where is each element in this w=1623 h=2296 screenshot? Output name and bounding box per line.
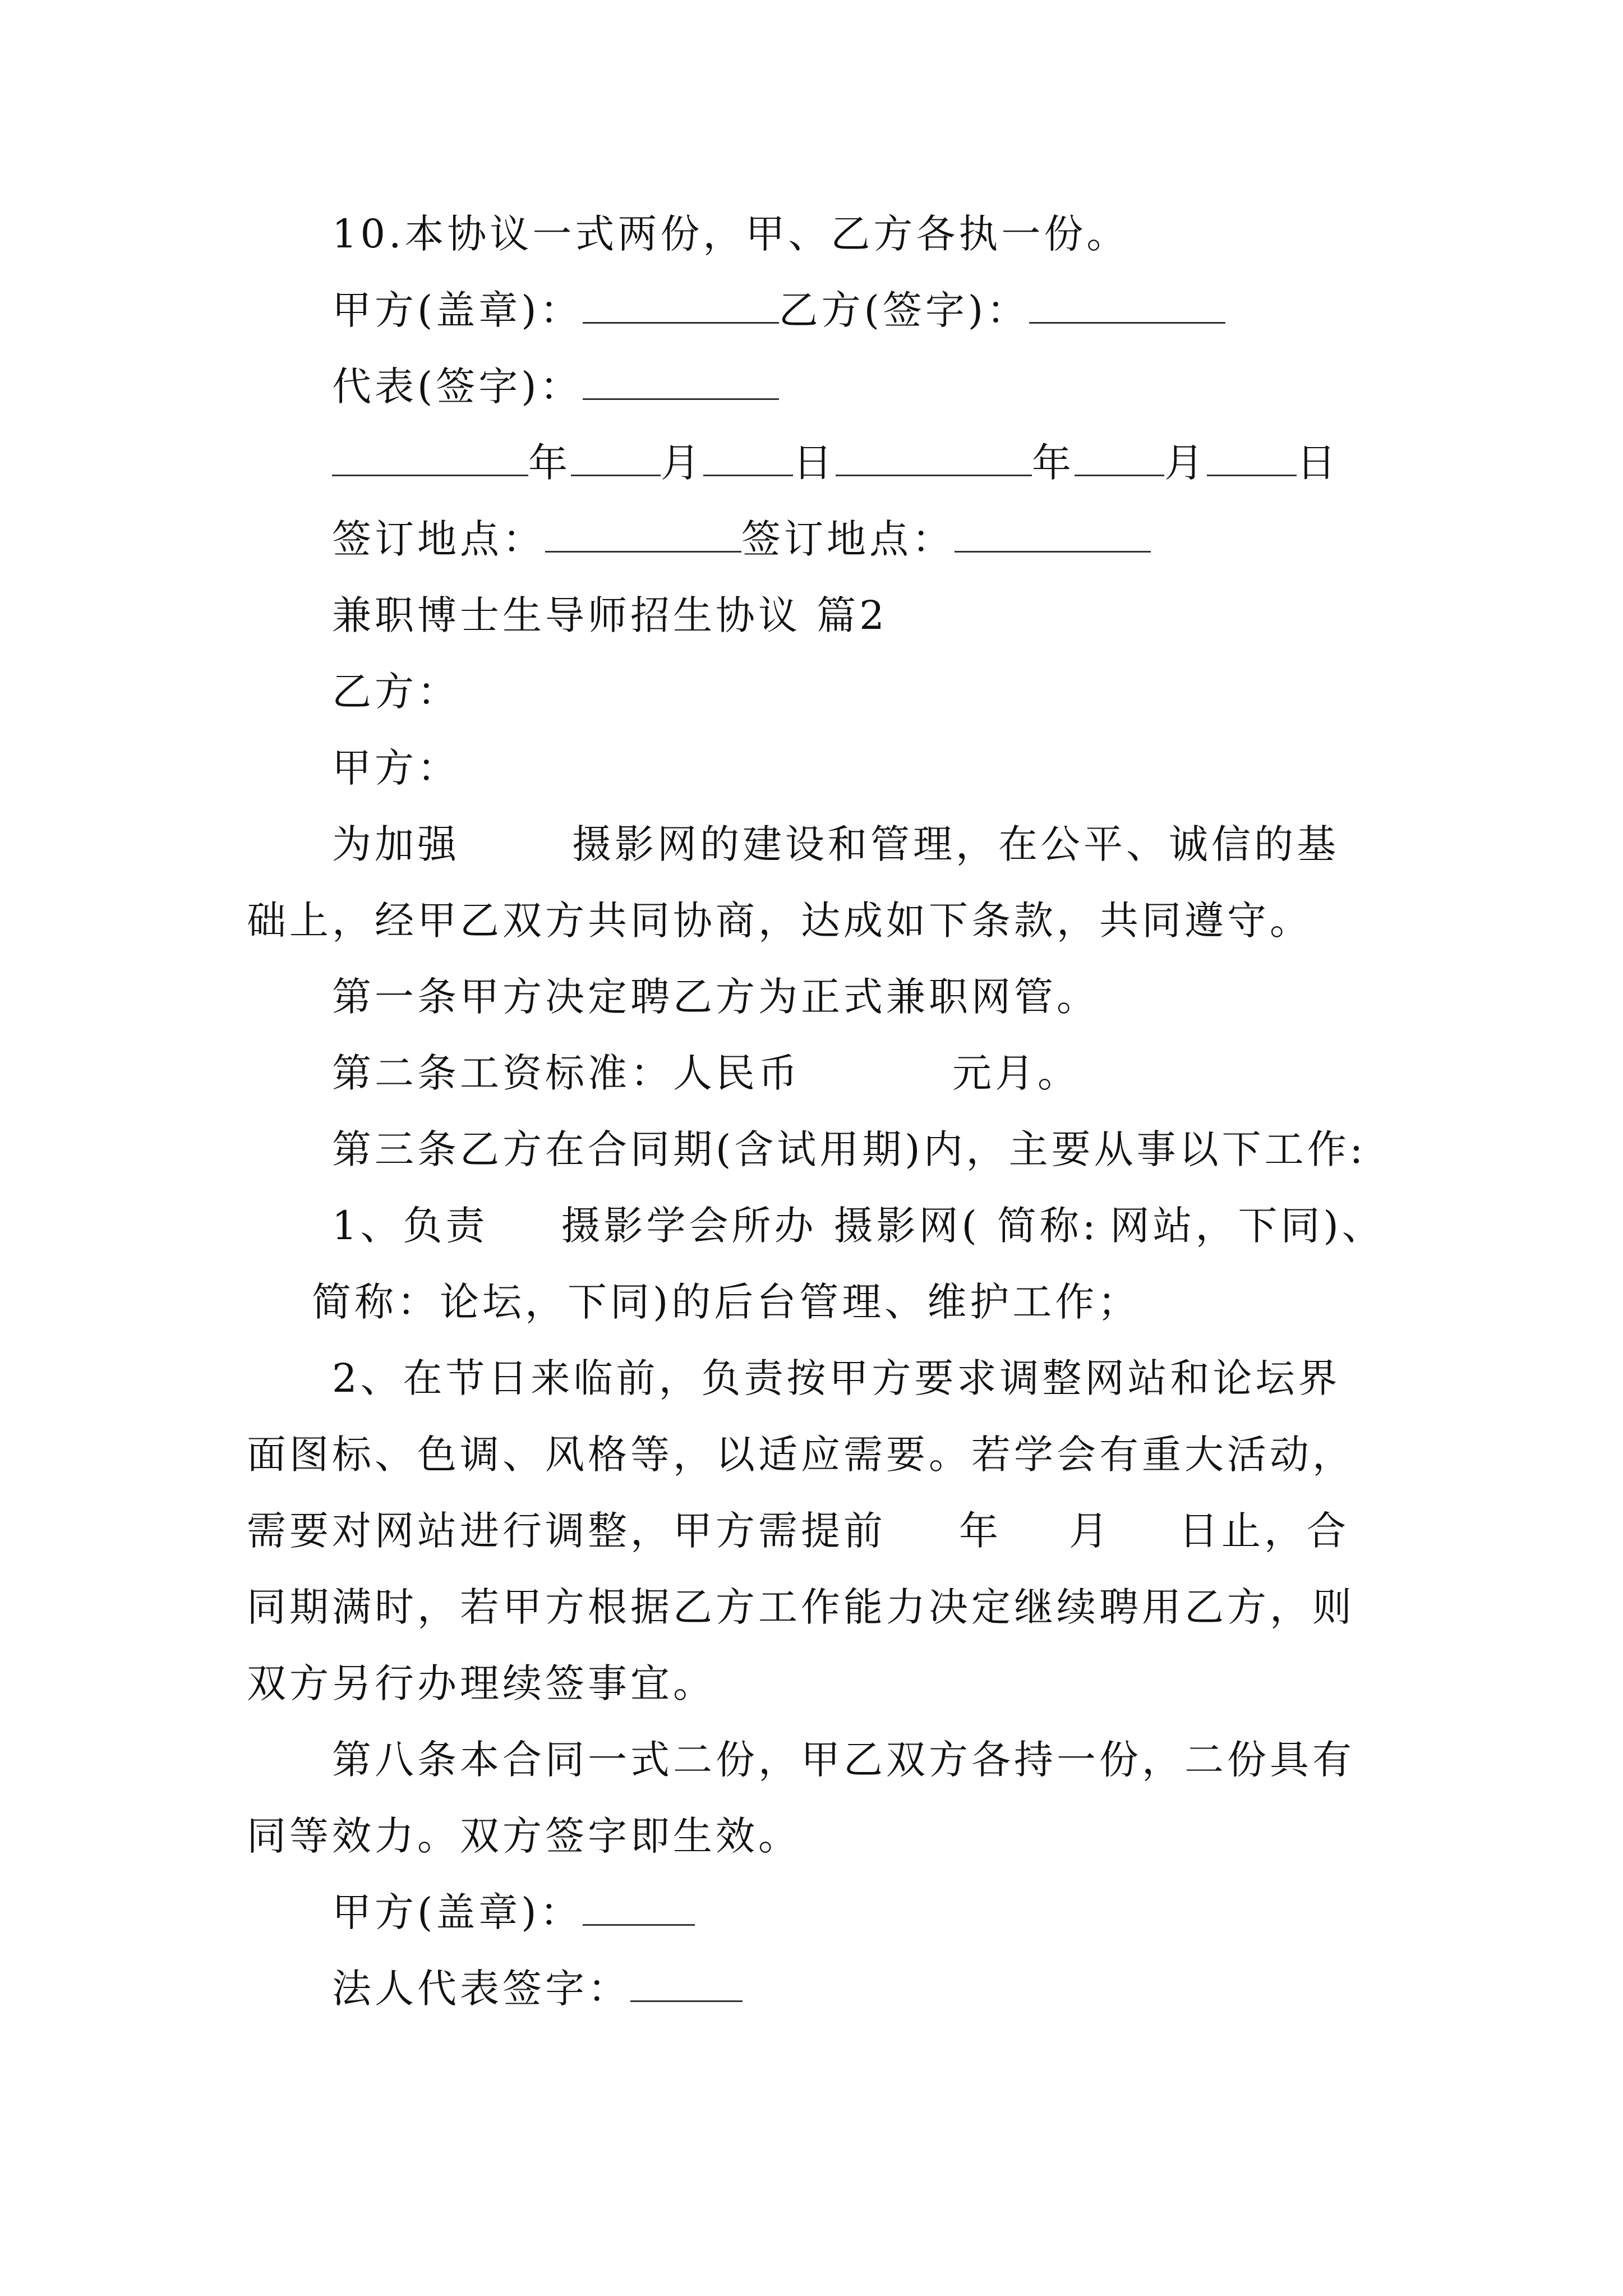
date-b-month-blank bbox=[1075, 440, 1164, 476]
legal-rep-label: 法人代表签字： bbox=[332, 1966, 630, 2012]
article-8-line-1 bbox=[332, 1734, 1355, 1785]
party-a-seal-label: 甲方(盖章)： bbox=[332, 287, 583, 333]
duty-1-b: 摄影学会所办 bbox=[561, 1203, 817, 1249]
party-a-seal-label-2: 甲方(盖章)： bbox=[332, 1889, 583, 1935]
article-1 bbox=[332, 972, 1099, 1022]
party-b-sign-blank bbox=[1029, 287, 1225, 324]
duty-2-line-1-text: 2、在节日来临前，负责按甲方要求调整网站和论坛界 bbox=[332, 1355, 1341, 1401]
article-8-line-2 bbox=[247, 1811, 801, 1861]
date-b-year-label: 年 bbox=[1032, 440, 1075, 486]
representative-row bbox=[332, 361, 779, 412]
duty-2-line-1 bbox=[332, 1353, 1341, 1404]
date-row bbox=[332, 438, 1339, 488]
duty-1-line-1 bbox=[332, 1200, 1385, 1251]
duty-2-line-5 bbox=[247, 1658, 716, 1709]
date-a-day-label: 日 bbox=[793, 440, 836, 486]
signing-place-b-blank bbox=[955, 516, 1151, 553]
article-2 bbox=[332, 1048, 1080, 1098]
representative-label: 代表(签字)： bbox=[332, 364, 583, 409]
section-title-text: 兼职博士生导师招生协议 篇2 bbox=[332, 592, 888, 638]
date-a-day-blank bbox=[703, 440, 793, 476]
date-b-year-blank bbox=[836, 440, 1032, 476]
preamble-line-2 bbox=[247, 895, 1312, 946]
party-a-seal-blank-2 bbox=[583, 1889, 695, 1926]
duty-2-line-3-a: 需要对网站进行调整，甲方需提前 bbox=[247, 1508, 886, 1554]
article-3 bbox=[332, 1124, 1366, 1175]
preamble-line-1 bbox=[332, 819, 1339, 869]
signing-place-row bbox=[332, 514, 1151, 564]
duty-1-line-2 bbox=[312, 1277, 1140, 1327]
duty-1-e: 网站，下同)、 bbox=[1110, 1203, 1385, 1249]
signing-place-a-label: 签订地点： bbox=[332, 516, 545, 562]
preamble-line-2-text: 础上，经甲乙双方共同协商，达成如下条款，共同遵守。 bbox=[247, 898, 1312, 944]
duty-1-d: 简称: bbox=[997, 1203, 1099, 1249]
preamble-start: 为加强 bbox=[332, 821, 460, 867]
representative-blank bbox=[583, 364, 779, 400]
party-a-seal-row bbox=[332, 1887, 695, 1938]
date-a-year-label: 年 bbox=[528, 440, 571, 486]
duty-2-line-3-month: 月 bbox=[1069, 1508, 1112, 1554]
article-1-text: 第一条甲方决定聘乙方为正式兼职网管。 bbox=[332, 974, 1099, 1020]
article-3-text: 第三条乙方在合同期(含试用期)内，主要从事以下工作: bbox=[332, 1126, 1367, 1172]
party-b-heading-text: 乙方： bbox=[332, 669, 460, 715]
legal-rep-row bbox=[332, 1963, 743, 2014]
duty-1-line-2-text: 简称：论坛，下同)的后台管理、维护工作； bbox=[312, 1279, 1141, 1325]
article-8-line-2-text: 同等效力。双方签字即生效。 bbox=[247, 1813, 801, 1859]
date-a-month-label: 月 bbox=[661, 440, 703, 486]
party-a-seal-blank bbox=[583, 287, 779, 324]
duty-2-line-2-text: 面图标、色调、风格等，以适应需要。若学会有重大活动， bbox=[247, 1432, 1355, 1478]
duty-2-line-3-year: 年 bbox=[959, 1508, 1002, 1554]
date-a-month-blank bbox=[571, 440, 661, 476]
signing-place-a-blank bbox=[545, 516, 741, 553]
preamble-rest: 摄影网的建设和管理，在公平、诚信的基 bbox=[572, 821, 1339, 867]
legal-rep-blank bbox=[630, 1966, 743, 2002]
party-a-heading-text: 甲方： bbox=[332, 745, 460, 791]
date-b-day-blank bbox=[1207, 440, 1297, 476]
date-b-month-label: 月 bbox=[1164, 440, 1207, 486]
duty-1-c: 摄影网( bbox=[833, 1203, 980, 1249]
duty-2-line-5-text: 双方另行办理续签事宜。 bbox=[247, 1660, 716, 1706]
article-8-line-1-text: 第八条本合同一式二份，甲乙双方各持一份，二份具有 bbox=[332, 1737, 1355, 1783]
duty-2-line-4-text: 同期满时，若甲方根据乙方工作能力决定继续聘用乙方，则 bbox=[247, 1584, 1355, 1630]
duty-1-a: 1、负责 bbox=[332, 1203, 488, 1249]
article-2-end: 元月。 bbox=[952, 1050, 1080, 1096]
duty-2-line-3-day: 日止，合 bbox=[1179, 1508, 1349, 1554]
duty-2-line-3 bbox=[247, 1506, 1349, 1556]
duty-2-line-4 bbox=[247, 1582, 1355, 1632]
clause-10-text: 10.本协议一式两份，甲、乙方各执一份。 bbox=[332, 211, 1129, 257]
date-a-year-blank bbox=[332, 440, 528, 476]
date-b-day-label: 日 bbox=[1297, 440, 1339, 486]
party-a-heading bbox=[332, 743, 460, 793]
party-b-heading bbox=[332, 666, 460, 717]
signature-row-parties bbox=[332, 285, 1225, 335]
clause-10 bbox=[332, 209, 1129, 259]
party-b-sign-label: 乙方(签字)： bbox=[778, 287, 1030, 333]
article-2-start: 第二条工资标准：人民币 bbox=[332, 1050, 801, 1096]
section-title bbox=[332, 590, 888, 641]
signing-place-b-label: 签订地点： bbox=[741, 516, 955, 562]
duty-2-line-2 bbox=[247, 1429, 1355, 1480]
